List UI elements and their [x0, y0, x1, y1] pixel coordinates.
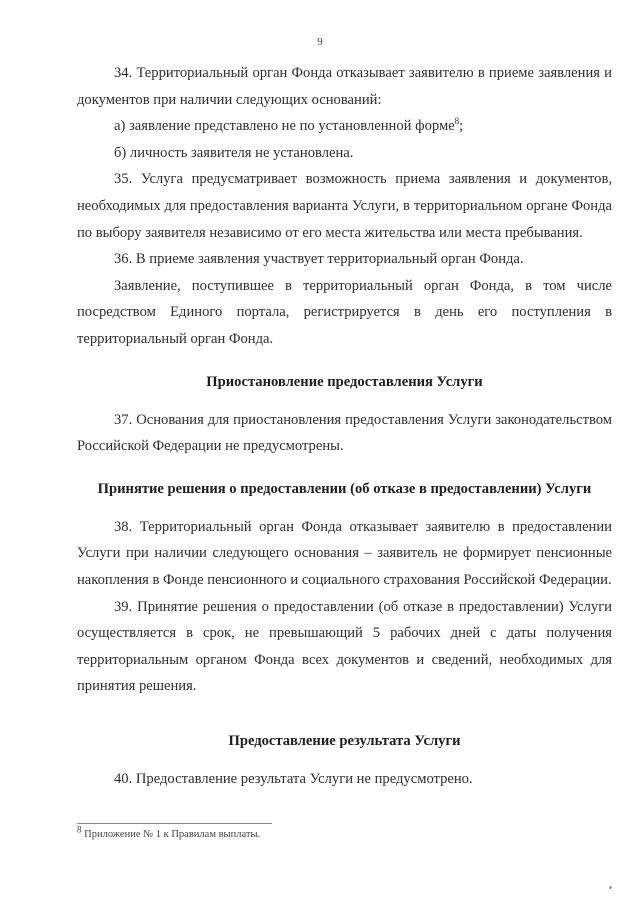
- paragraph-38: 38. Территориальный орган Фонда отказывает заявителю в предоставлении Услуги при наличии следующего основания – заявитель не формирует пенсионные накопления в Фонде пенсионного и социального страхования Российской Федерации.: [77, 518, 612, 588]
- footnote: [77, 824, 261, 840]
- paragraph-36: 36. В приеме заявления участвует территориальный орган Фонда.: [114, 251, 524, 268]
- section-heading-suspension: Приостановление предоставления Услуги: [206, 373, 483, 390]
- paragraph-34-item-a: [77, 113, 612, 140]
- footnote-divider: [77, 823, 272, 824]
- paragraph-37: 37. Основания для приостановления предоставления Услуги законодательством Российской Федерации не предусмотрены.: [77, 411, 612, 455]
- paragraph-34-item-a-end: ;: [459, 118, 464, 135]
- section-heading-decision: Принятие решения о предоставлении (об отказе в предоставлении) Услуги: [97, 480, 592, 497]
- paragraph-34-item-a-text: а) заявление представлено не по установленной форме: [114, 118, 455, 135]
- document-body: [77, 60, 612, 792]
- scan-speck: [609, 886, 612, 889]
- paragraph-34-item-b: б) личность заявителя не установлена.: [114, 144, 354, 161]
- paragraph-34: 34. Территориальный орган Фонда отказывает заявителю в приеме заявления и документов при наличии следующих оснований:: [77, 65, 612, 108]
- footnote-reference: 8: [454, 116, 460, 127]
- page-number: 9: [317, 36, 323, 48]
- footnote-marker: 8: [77, 824, 82, 835]
- paragraph-36-continued: Заявление, поступившее в территориальный орган Фонда, в том числе посредством Единого портала, регистрируется в день его поступления в территориальный орган Фонда.: [77, 277, 612, 347]
- section-heading-result: Предоставление результата Услуги: [228, 732, 461, 749]
- paragraph-35: 35. Услуга предусматривает возможность приема заявления и документов, необходимых для предоставления варианта Услуги, в территориальном органе Фонда по выбору заявителя независимо от его места жительства или места пребывания.: [77, 171, 612, 241]
- paragraph-40: 40. Предоставление результата Услуги не предусмотрено.: [114, 770, 473, 787]
- paragraph-39: 39. Принятие решения о предоставлении (об отказе в предоставлении) Услуги осуществляется в срок, не превышающий 5 рабочих дней с даты получения территориальным органом Фонда всех документов и сведений, необходимых для принятия решения.: [77, 598, 612, 695]
- footnote-text: Приложение № 1 к Правилам выплаты.: [81, 829, 261, 840]
